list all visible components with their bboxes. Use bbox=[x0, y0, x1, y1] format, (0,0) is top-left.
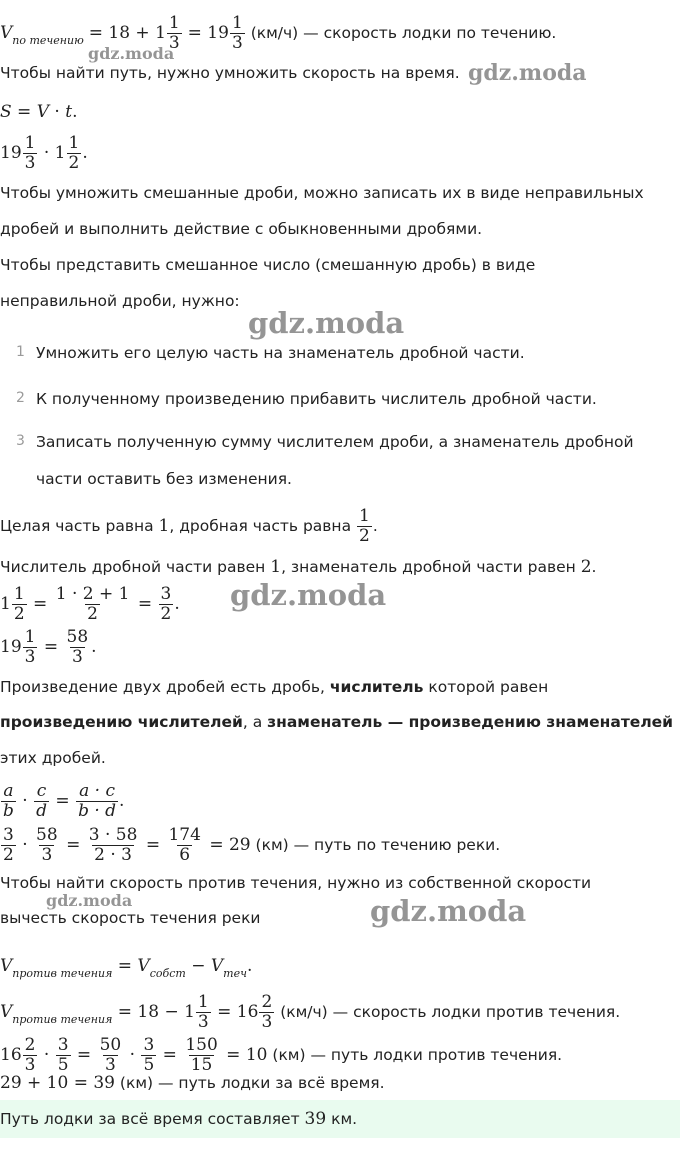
watermark: gdz.moda bbox=[88, 44, 175, 63]
formula-speed-upstream-value: $V_{против течения} = 18 - 1$ $\frac{1}{3}$ = 16 $\frac{2}{3}$ (км/ч) — скорость лодки против течения. bbox=[0, 992, 621, 1032]
paragraph: Чтобы представить смешанное число (смешанную дробь) в виде bbox=[0, 256, 536, 274]
list-number: 2 bbox=[16, 390, 25, 406]
line-text: (км/ч) — скорость лодки по течению. bbox=[245, 24, 557, 42]
list-text: Записать полученную сумму числителем дроби, а знаменатель дробной bbox=[36, 433, 634, 451]
formula-convert-1: 1 $\frac{1}{2}$ = $\frac{1 \cdot 2 + 1}{2}$ = $\frac{3}{2}$ . bbox=[0, 584, 180, 624]
text-bold: числитель bbox=[329, 678, 424, 696]
line-text: (км) — путь лодки против течения. bbox=[267, 1046, 563, 1064]
list-text: Умножить его целую часть на знаменатель дробной части. bbox=[36, 344, 525, 362]
answer-box bbox=[0, 1100, 680, 1138]
formula-convert-2: 19 $\frac{1}{3}$ = $\frac{58}{3}$ . bbox=[0, 627, 97, 667]
text: , а bbox=[242, 713, 268, 731]
text: км. bbox=[326, 1110, 358, 1128]
text: , знаменатель дробной части равен bbox=[281, 558, 581, 576]
text-bold: произведению числителей bbox=[0, 713, 243, 731]
paragraph-rule bbox=[0, 712, 673, 732]
text: , дробная часть равна bbox=[169, 517, 356, 535]
text: Путь лодки за всё время составляет bbox=[0, 1110, 305, 1128]
paragraph: неправильной дроби, нужно: bbox=[0, 292, 240, 310]
watermark: gdz.moda bbox=[46, 891, 133, 910]
list-item bbox=[0, 433, 680, 493]
paragraph: Чтобы найти скорость против течения, нужно из собственной скорости bbox=[0, 874, 592, 892]
list-item bbox=[0, 390, 680, 410]
watermark: gdz.moda bbox=[248, 306, 405, 340]
formula-product: 19 $\frac{1}{3}$ · 1 $\frac{1}{2}$ . bbox=[0, 133, 88, 173]
text: Произведение двух дробей есть дробь, bbox=[0, 678, 330, 696]
formula-general: $\frac{a}{b}$ · $\frac{c}{d}$ = $\frac{a \cdot c}{b \cdot d}$ . bbox=[3, 781, 125, 821]
text: Числитель дробной части равен bbox=[0, 558, 271, 576]
line-text: (км/ч) — скорость лодки против течения. bbox=[275, 1003, 621, 1021]
list-text: части оставить без изменения. bbox=[36, 470, 292, 488]
paragraph: Чтобы найти путь, нужно умножить скорость на время. bbox=[0, 64, 460, 82]
watermark: gdz.moda bbox=[468, 60, 587, 86]
text: которой равен bbox=[423, 678, 549, 696]
formula-speed-upstream: $V_{против течения} = V_{собст} - V_{теч}$. bbox=[0, 956, 253, 980]
list-item bbox=[0, 344, 680, 364]
paragraph-parts: Целая часть равна 1, дробная часть равна $\frac{1}{2}$ . bbox=[0, 506, 378, 546]
list-number: 1 bbox=[16, 344, 25, 360]
answer-value: 39 bbox=[304, 1109, 327, 1129]
paragraph: вычесть скорость течения реки bbox=[0, 909, 261, 927]
formula-path: S = V · t. bbox=[0, 102, 78, 122]
answer-text bbox=[0, 1109, 357, 1129]
formula-total: 29 + 10 = 39 (км) — путь лодки за всё время. bbox=[0, 1073, 385, 1093]
line-text: (км) — путь лодки за всё время. bbox=[115, 1074, 385, 1092]
formula-path-upstream: 16 $\frac{2}{3}$ · $\frac{3}{5}$ = $\frac{50}{3}$ · $\frac{3}{5}$ = $\frac{150}{15}$ = 10 (км) — путь лодки против течения. bbox=[0, 1035, 563, 1075]
paragraph: дробей и выполнить действие с обыкновенными дробями. bbox=[0, 220, 483, 238]
watermark: gdz.moda bbox=[230, 578, 387, 612]
text-bold: знаменатель — произведению знаменателей bbox=[267, 713, 674, 731]
formula-speed-downstream: $V_{по течению} = 18 + 1$ $\frac{1}{3}$ = 19 $\frac{1}{3}$ (км/ч) — скорость лодки по течению. bbox=[0, 13, 557, 53]
list-text: К полученному произведению прибавить числитель дробной части. bbox=[36, 390, 597, 408]
line-text: (км) — путь по течению реки. bbox=[250, 836, 501, 854]
formula-path-downstream: $\frac{3}{2}$ · $\frac{58}{3}$ = $\frac{3 \cdot 58}{2 \cdot 3}$ = $\frac{174}{6}$ = 29 (км) — путь по течению реки. bbox=[3, 825, 501, 865]
paragraph-numerator: Числитель дробной части равен 1, знаменатель дробной части равен 2. bbox=[0, 557, 597, 577]
watermark: gdz.moda bbox=[370, 894, 527, 928]
paragraph-rule bbox=[0, 677, 548, 697]
list-number: 3 bbox=[16, 433, 25, 449]
text: Целая часть равна bbox=[0, 517, 159, 535]
paragraph: этих дробей. bbox=[0, 749, 106, 767]
paragraph: Чтобы умножить смешанные дроби, можно записать их в виде неправильных bbox=[0, 184, 644, 202]
